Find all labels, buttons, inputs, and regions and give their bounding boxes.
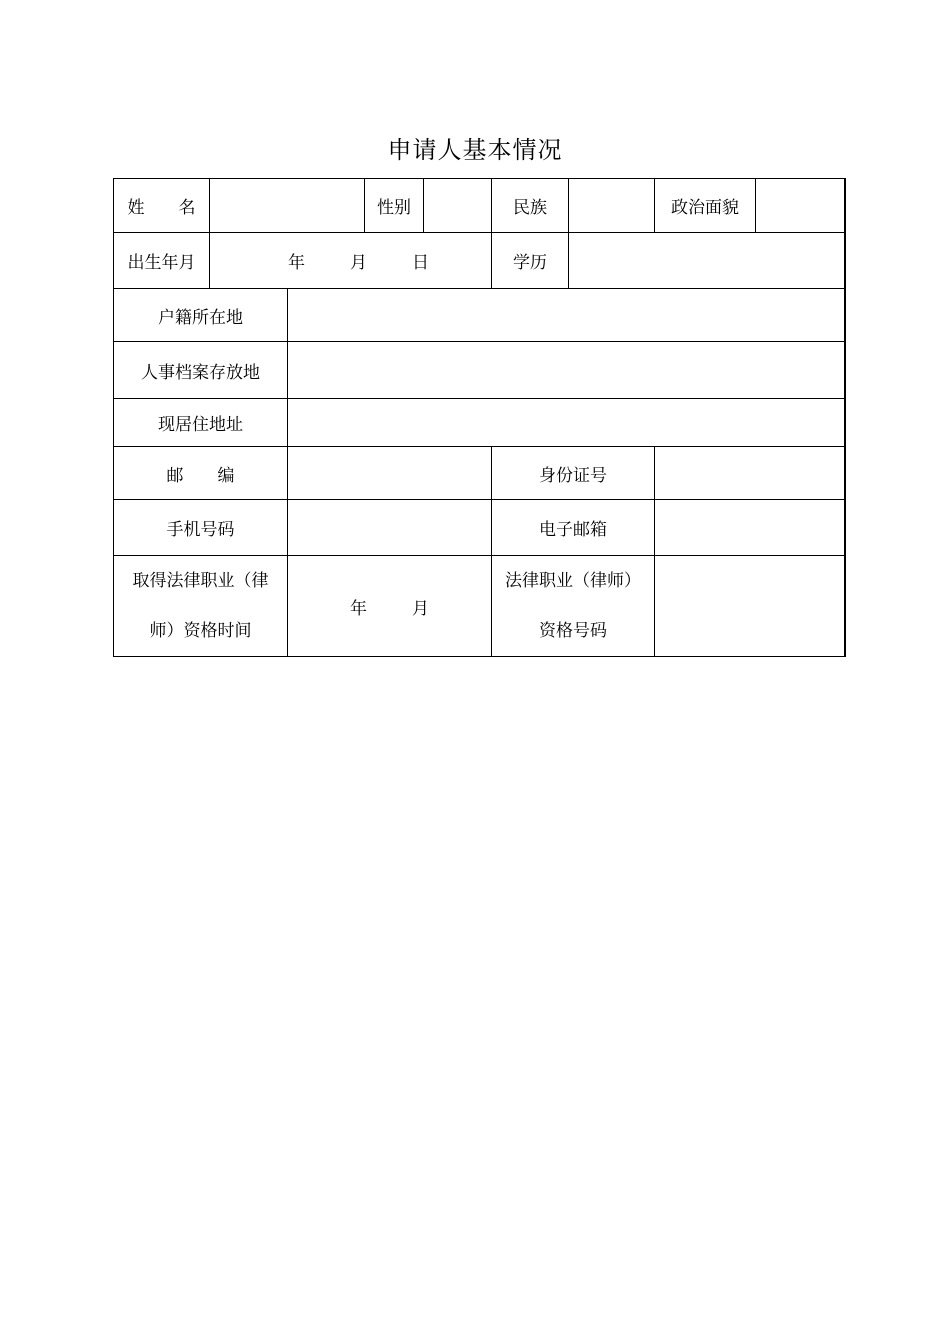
birth-month-unit: 月 [350, 253, 367, 273]
household-registration-field[interactable] [288, 289, 845, 342]
current-address-field[interactable] [288, 399, 845, 447]
qualification-number-label-line-1: 法律职业（律师） [505, 571, 641, 591]
qualification-number-field[interactable] [655, 556, 845, 657]
postcode-field[interactable] [288, 447, 492, 500]
table-row [114, 342, 845, 399]
political-status-label: 政治面貌 [655, 179, 756, 233]
personnel-file-location-field[interactable] [288, 342, 845, 399]
table-row [114, 500, 845, 556]
table-row [114, 233, 845, 289]
email-label: 电子邮箱 [492, 500, 655, 556]
ethnicity-field[interactable] [569, 179, 655, 233]
personnel-file-location-label: 人事档案存放地 [114, 342, 288, 399]
birth-date-label: 出生年月 [114, 233, 210, 289]
qualification-time-label [114, 556, 288, 657]
qualification-year-unit: 年 [350, 598, 367, 619]
postcode-label-char-2: 编 [217, 465, 235, 486]
mobile-field[interactable] [288, 500, 492, 556]
name-label-char-2: 名 [178, 198, 196, 218]
postcode-label [114, 447, 288, 500]
birth-year-unit: 年 [288, 253, 305, 273]
name-label-char-1: 姓 [127, 198, 145, 218]
qualification-month-unit: 月 [412, 598, 429, 619]
household-registration-label: 户籍所在地 [114, 289, 288, 342]
id-number-label: 身份证号 [492, 447, 655, 500]
applicant-info-table [113, 178, 846, 657]
table-row [114, 556, 845, 657]
qualification-time-label-line-1: 取得法律职业（律 [132, 571, 269, 591]
table-row [114, 179, 845, 233]
education-label: 学历 [492, 233, 569, 289]
mobile-label: 手机号码 [114, 500, 288, 556]
id-number-field[interactable] [655, 447, 845, 500]
email-field[interactable] [655, 500, 845, 556]
current-address-label: 现居住地址 [114, 399, 288, 447]
gender-label: 性别 [365, 179, 424, 233]
qualification-number-label-line-2: 资格号码 [539, 621, 607, 641]
table-row [114, 399, 845, 447]
postcode-label-char-1: 邮 [166, 465, 184, 486]
qualification-time-field[interactable] [288, 556, 492, 657]
education-field[interactable] [569, 233, 845, 289]
birth-day-unit: 日 [412, 253, 429, 273]
ethnicity-label: 民族 [492, 179, 569, 233]
page-title: 申请人基本情况 [387, 136, 563, 164]
gender-field[interactable] [424, 179, 492, 233]
qualification-number-label [492, 556, 655, 657]
name-field[interactable] [210, 179, 365, 233]
birth-date-field[interactable] [210, 233, 492, 289]
political-status-field[interactable] [756, 179, 845, 233]
table-row [114, 447, 845, 500]
qualification-time-label-line-2: 师）资格时间 [149, 621, 252, 641]
name-label [114, 179, 210, 233]
table-row [114, 289, 845, 342]
